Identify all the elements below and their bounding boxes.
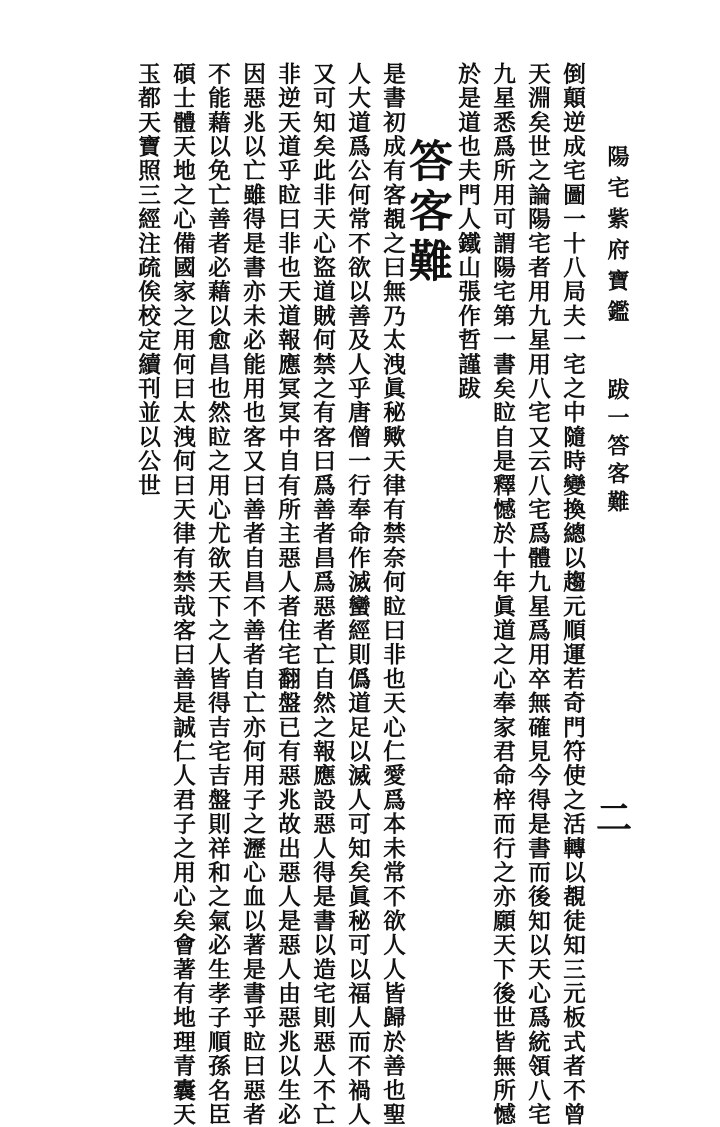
preface-column-1: 倒顛逆成宅圖一十八局夫一宅之中隨時變換總以趨元順運若奇門符使之活轉以覩徒知三元板式者不曾	[559, 62, 586, 1127]
section-heading: 答客難	[401, 138, 452, 288]
body-column-2: 人大道爲公何常不欲以善及人乎唐僧一行奉命作滅蠻經則僞道足以滅人可知矣眞秘可以福人而不禍人	[344, 62, 371, 1127]
body-column-8: 玉都天寶照三經注疏俟校定續刊並以公世	[134, 62, 161, 498]
preface-column-4: 於是道也夫門人鐵山張作哲謹跋	[454, 62, 481, 401]
body-column-1: 是書初成有客覩之曰無乃太洩眞秘歟天律有禁奈何𥅈曰非也天心仁愛爲本未常不欲人人皆歸於善也聖	[379, 62, 406, 1127]
body-column-4: 非逆天道乎𥅈曰非也天道報應冥冥中自有所主惡人者住宅翻盤已有惡兆故出惡人是惡人由惡兆以生必	[274, 62, 301, 1127]
preface-column-2: 天淵矣世之論陽宅者用九星用八宅又云八宅爲體九星爲用卒無確見今得是書而後知以天心爲統領八宅	[524, 62, 551, 1127]
body-column-3: 又可知矣此非天心盜道賊何禁之有客曰爲善者昌爲惡者亡自然之報應設惡人得是書以造宅則惡人不亡	[309, 62, 336, 1127]
book-title: 陽宅紫府寶鑑	[604, 145, 630, 331]
body-column-7: 碩士體天地之心備國家之用何曰太洩何曰天律有禁哉客曰善是誠仁人君子之用心矣會著有地理青囊天	[169, 62, 196, 1127]
body-column-5: 因惡兆以亡雖得是書亦未必能用也客又曰善者自昌不善者自亡亦何用子之瀝心血以著是書乎𥅈曰惡者	[239, 62, 266, 1127]
page-number: 二	[596, 797, 633, 839]
body-column-6: 不能藉以免亡善者必藉以愈昌也然𥅈之用心尤欲天下之人皆得吉宅吉盤則祥和之氣必生孝子順孫名臣	[204, 62, 231, 1127]
preface-column-3: 九星悉爲所用可謂陽宅第一書矣𥅈自是釋憾於十年眞道之心奉家君命梓而行之亦願天下後世皆無所憾	[489, 62, 516, 1127]
section-label: 跋一答客難	[604, 378, 630, 518]
